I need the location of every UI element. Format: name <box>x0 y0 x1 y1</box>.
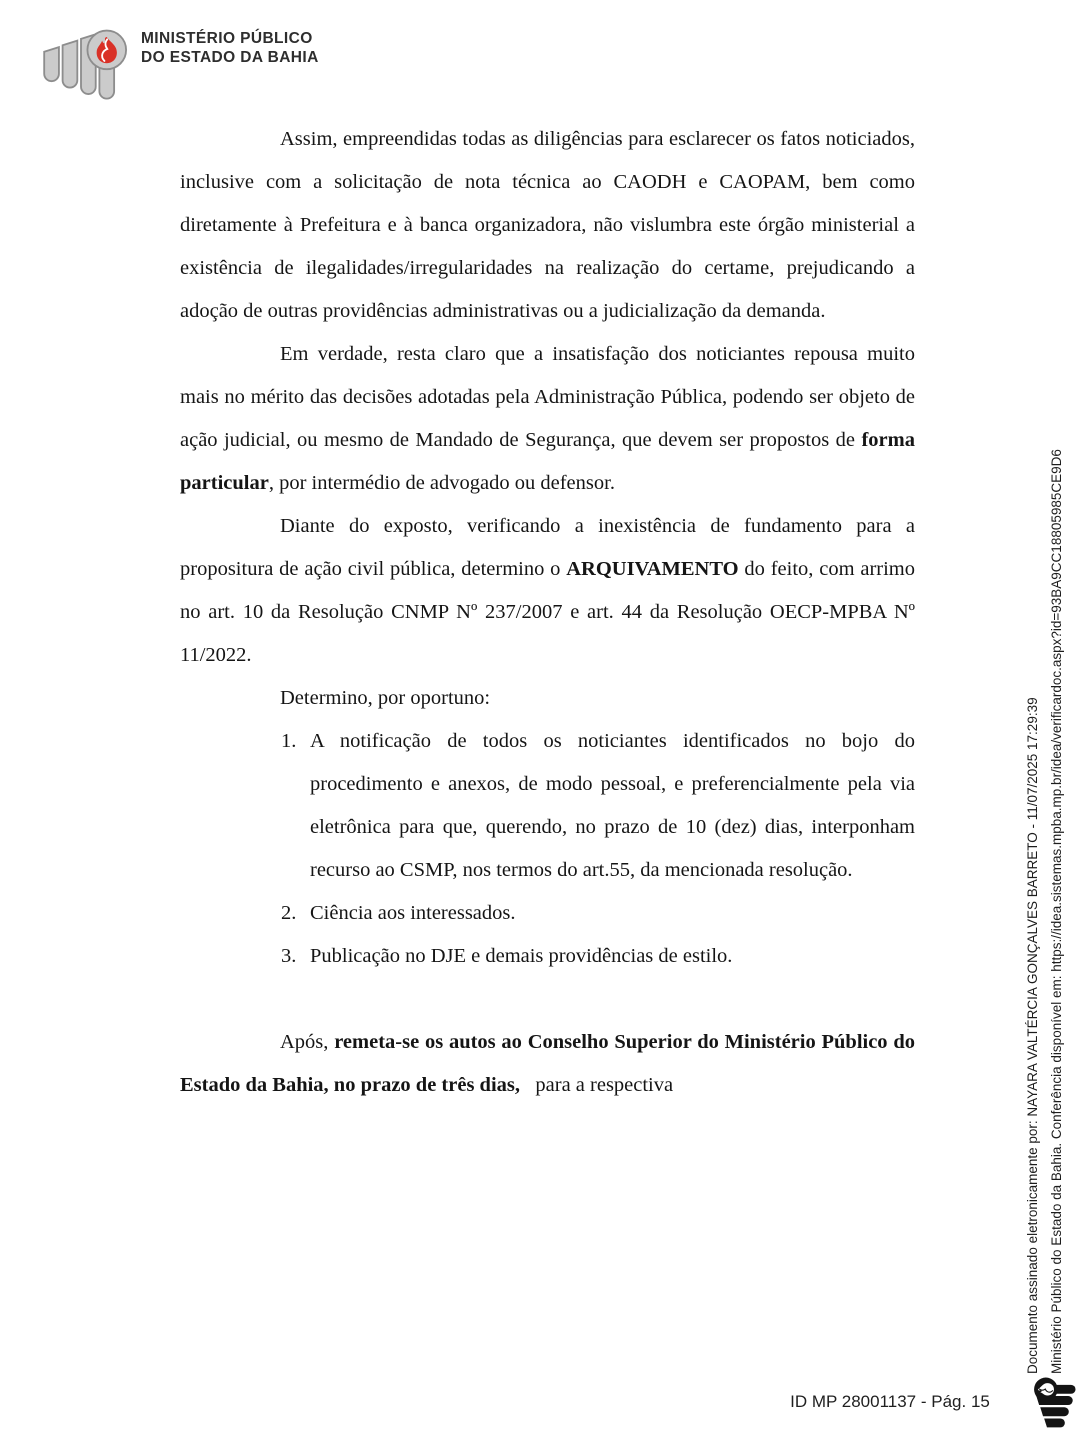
list-item-text <box>310 730 915 881</box>
list-item-number: 2. <box>281 902 297 924</box>
bold-text-run: ARQUIVAMENTO <box>566 558 739 580</box>
brand-org-line2: DO ESTADO DA BAHIA <box>141 48 319 66</box>
paragraph <box>180 333 915 505</box>
text-run: Em verdade, resta claro que a insatisfação dos noticiantes repousa muito mais no mérito das decisões adotadas pela Administração Pública, podendo ser objeto de ação judicial, ou mesmo de Mandado de Segurança, que devem ser propostos de <box>180 343 915 451</box>
page-id-label: ID MP 28001137 - Pág. 15 <box>790 1392 990 1411</box>
list-item-number: 3. <box>281 945 297 967</box>
document-body <box>180 118 915 1107</box>
paragraph <box>180 505 915 677</box>
text-run: , por intermédio de advogado ou defensor. <box>268 472 615 494</box>
list-item <box>180 720 915 892</box>
bold-text-run: remeta-se os autos ao Conselho Superior do Ministério Público do Estado da Bahia, no prazo de três dias, <box>180 1031 915 1096</box>
list-item <box>180 892 915 935</box>
list-item-text <box>310 945 732 967</box>
list-item <box>180 935 915 978</box>
text-run: Assim, empreendidas todas as diligências para esclarecer os fatos noticiados, inclusive com a solicitação de nota técnica ao CAODH e CAOPAM, bem como diretamente à Prefeitura e à banca organizadora, não vislumbra este órgão ministerial a existência de ilegalidades/irregularidades na realização do certame, prejudicando a adoção de outras providências administrativas ou a judicialização da demanda. <box>180 128 915 322</box>
bold-text-run: forma particular <box>180 429 915 494</box>
text-run: do feito, com arrimo no art. 10 da Resolução CNMP Nº 237/2007 e art. 44 da Resolução OECP-MPBA Nº 11/2022. <box>180 558 915 666</box>
text-run: Após, <box>280 1031 335 1053</box>
text-run: Diante do exposto, verificando a inexistência de fundamento para a propositura de ação civil pública, determino o <box>180 515 915 580</box>
paragraph <box>180 118 915 333</box>
signature-line-2: Ministério Público do Estado da Bahia. Conferência disponível em: https://idea.sistemas.mpba.mp.br/idea/verificardoc.aspx?id=93BA9CC18805985CE9D6 <box>1049 449 1064 1374</box>
list-item-text <box>310 902 516 924</box>
signature-strip <box>1021 364 1069 1374</box>
mpba-corner-mark-icon <box>1024 1376 1080 1434</box>
text-run: Ciência aos interessados. <box>310 902 516 924</box>
text-run: Publicação no DJE e demais providências de estilo. <box>310 945 733 967</box>
text-run: para a respectiva <box>520 1074 674 1096</box>
text-run: A notificação de todos os noticiantes identificados no bojo do procedimento e anexos, de modo pessoal, e preferencialmente pela via eletrônica para que, querendo, no prazo de 10 (dez) dias, interponham recurso ao CSMP, nos termos do art.55, da mencionada resolução. <box>310 730 915 881</box>
paragraph <box>180 677 915 720</box>
mpba-logo-icon <box>33 14 129 106</box>
list-item-number: 1. <box>281 730 297 752</box>
brand-org-line1: MINISTÉRIO PÚBLICO <box>141 30 313 47</box>
text-run: Determino, por oportuno: <box>280 687 491 709</box>
header-brand <box>33 14 319 106</box>
signature-line-1: Documento assinado eletronicamente por: NAYARA VALTÉRCIA GONÇALVES BARRETO - 11/07/2025 17:29:39 <box>1025 697 1040 1374</box>
paragraph <box>180 1021 915 1107</box>
